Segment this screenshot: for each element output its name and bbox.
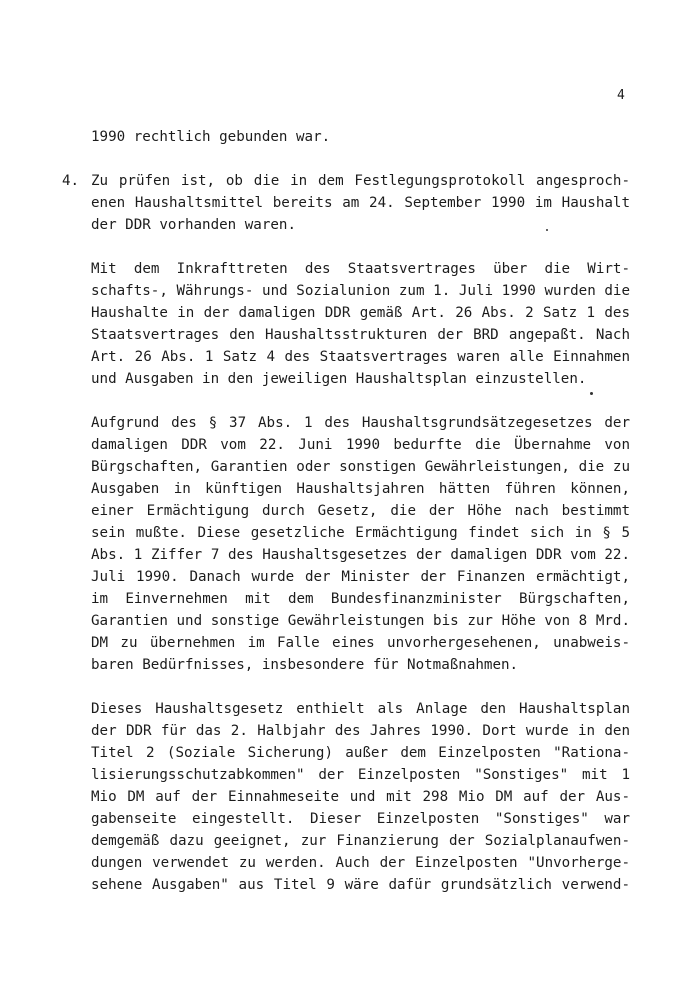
paragraph-line: einer Ermächtigung durch Gesetz, die der Höhe nach bestimmt <box>91 503 630 519</box>
paragraph-line: Ausgaben in künftigen Haushaltsjahren hätten führen können, <box>91 481 630 497</box>
paragraph-line: Mio DM auf der Einnahmeseite und mit 298 Mio DM auf der Aus- <box>91 789 630 805</box>
paragraph-line: schafts-, Währungs- und Sozialunion zum 1. Juli 1990 wurden die <box>91 283 630 299</box>
paragraph-line: Juli 1990. Danach wurde der Minister der Finanzen ermächtigt, <box>91 569 630 585</box>
item-line: der DDR vorhanden waren. <box>91 217 296 233</box>
paragraph-line: sein mußte. Diese gesetzliche Ermächtigung findet sich in § 5 <box>91 525 630 541</box>
paragraph-line: Haushalte in der damaligen DDR gemäß Art. 26 Abs. 2 Satz 1 des <box>91 305 630 321</box>
item-line: Zu prüfen ist, ob die in dem Festlegungsprotokoll angesproch- <box>91 173 630 189</box>
paragraph-line: Staatsvertrages den Haushaltsstrukturen der BRD angepaßt. Nach <box>91 327 630 343</box>
paragraph-line: damaligen DDR vom 22. Juni 1990 bedurfte die Übernahme von <box>91 437 630 453</box>
scan-speck <box>546 229 548 231</box>
paragraph-line: demgemäß dazu geeignet, zur Finanzierung der Sozialplanaufwen- <box>91 833 630 849</box>
paragraph-line: und Ausgaben in den jeweiligen Haushaltsplan einzustellen. <box>91 371 587 387</box>
paragraph-line: Garantien und sonstige Gewährleistungen bis zur Höhe von 8 Mrd. <box>91 613 630 629</box>
paragraph-line: lisierungsschutzabkommen" der Einzelposten "Sonstiges" mit 1 <box>91 767 630 783</box>
page-number: 4 <box>617 88 625 103</box>
paragraph-line: sehene Ausgaben" aus Titel 9 wäre dafür grundsätzlich verwend- <box>91 877 630 893</box>
paragraph-line: der DDR für das 2. Halbjahr des Jahres 1990. Dort wurde in den <box>91 723 630 739</box>
paragraph-line: Titel 2 (Soziale Sicherung) außer dem Einzelposten "Rationa- <box>91 745 630 761</box>
scan-speck <box>590 392 593 395</box>
paragraph-line: Abs. 1 Ziffer 7 des Haushaltsgesetzes der damaligen DDR vom 22. <box>91 547 630 563</box>
paragraph-line: DM zu übernehmen im Falle eines unvorhergesehenen, unabweis- <box>91 635 630 651</box>
intro-line: 1990 rechtlich gebunden war. <box>91 129 331 145</box>
paragraph-line: Mit dem Inkrafttreten des Staatsvertrages über die Wirt- <box>91 261 630 277</box>
paragraph-line: im Einvernehmen mit dem Bundesfinanzminister Bürgschaften, <box>91 591 630 607</box>
paragraph-line: Bürgschaften, Garantien oder sonstigen Gewährleistungen, die zu <box>91 459 630 475</box>
paragraph-line: gabenseite eingestellt. Dieser Einzelposten "Sonstiges" war <box>91 811 630 827</box>
paragraph-line: dungen verwendet zu werden. Auch der Einzelposten "Unvorherge- <box>91 855 630 871</box>
paragraph-line: Art. 26 Abs. 1 Satz 4 des Staatsvertrages waren alle Einnahmen <box>91 349 630 365</box>
item-number: 4. <box>62 173 80 189</box>
item-line: enen Haushaltsmittel bereits am 24. September 1990 im Haushalt <box>91 195 630 211</box>
paragraph-line: baren Bedürfnisses, insbesondere für Notmaßnahmen. <box>91 657 519 673</box>
paragraph-line: Dieses Haushaltsgesetz enthielt als Anlage den Haushaltsplan <box>91 701 630 717</box>
paragraph-line: Aufgrund des § 37 Abs. 1 des Haushaltsgrundsätzegesetzes der <box>91 415 630 431</box>
